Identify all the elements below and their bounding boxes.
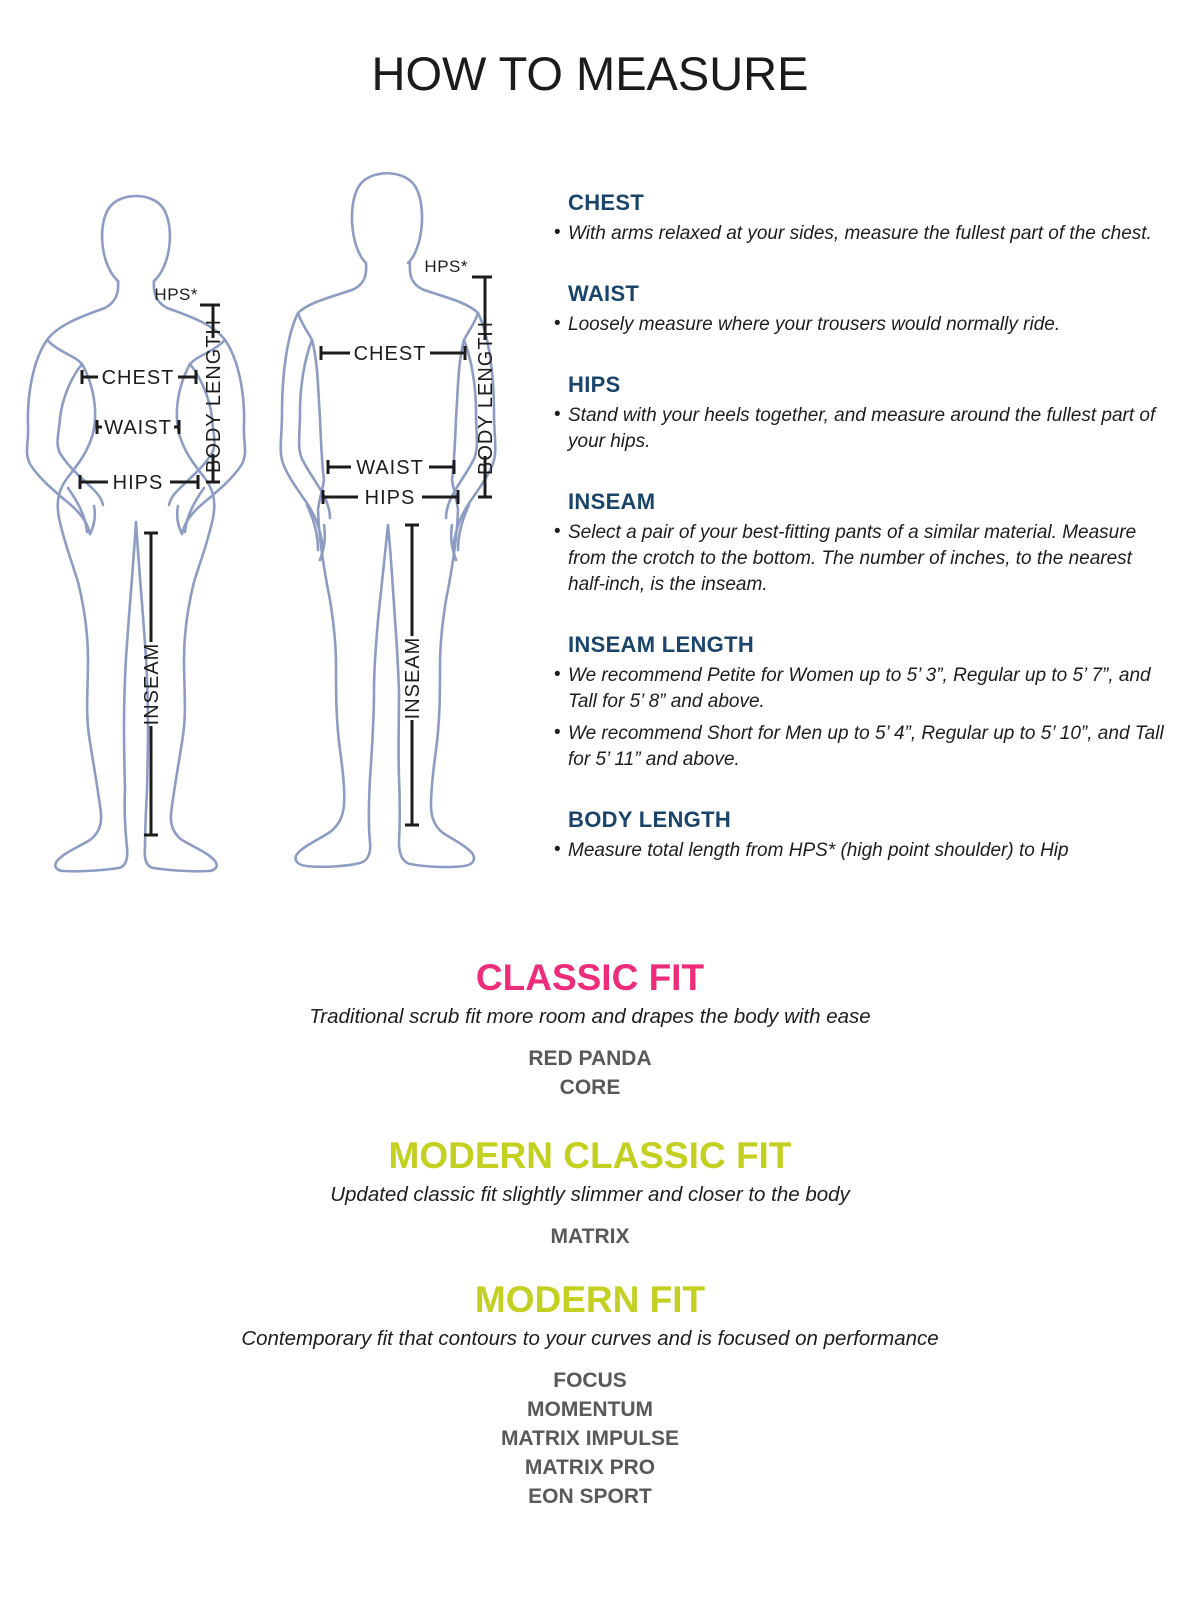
female-right-hand-lines xyxy=(177,488,204,534)
bullet-dot: • xyxy=(554,839,561,860)
modern-classic-fit-section xyxy=(0,1136,1180,1251)
section-chest-bullet-text: With arms relaxed at your sides, measure the fullest part of the chest. xyxy=(568,223,1152,244)
male-left-hand-lines xyxy=(307,505,325,560)
product-name: CORE xyxy=(559,1075,621,1099)
section-body-length-heading: BODY LENGTH xyxy=(568,807,732,832)
section-hips-bullet-text: Stand with your heels together, and measure around the fullest part of your hips. xyxy=(568,405,1156,452)
modern-fit-section xyxy=(0,1280,1180,1511)
section-inseam xyxy=(553,489,1171,598)
female-hps-label: HPS* xyxy=(154,285,198,304)
female-body-length-label: BODY LENGTH xyxy=(203,319,225,473)
section-inseam-length-heading: INSEAM LENGTH xyxy=(568,632,755,657)
female-left-hand-lines xyxy=(68,488,95,534)
section-body-length-bullet-text: Measure total length from HPS* (high point shoulder) to Hip xyxy=(568,840,1069,861)
section-waist-heading: WAIST xyxy=(568,281,640,306)
male-left-arm-outline xyxy=(281,313,323,560)
modern-fit-title: MODERN FIT xyxy=(474,1279,706,1320)
section-body-length-bullet xyxy=(553,838,1171,864)
product-name: FOCUS xyxy=(553,1368,627,1392)
section-chest xyxy=(553,190,1171,247)
product-name: MATRIX IMPULSE xyxy=(500,1426,680,1450)
section-chest-heading: CHEST xyxy=(568,190,645,215)
male-left-arm-inner-line xyxy=(299,340,330,518)
product-name: RED PANDA xyxy=(528,1046,652,1070)
section-hips-bullet xyxy=(553,403,1171,455)
section-hips-heading: HIPS xyxy=(568,372,621,397)
section-inseam-length-bullet-2 xyxy=(553,721,1171,773)
modern-fit-products xyxy=(0,1366,1180,1511)
classic-fit-description: Traditional scrub fit more room and drapes the body with ease xyxy=(309,1004,871,1028)
bullet-dot: • xyxy=(554,313,561,334)
section-waist-bullet-text: Loosely measure where your trousers would normally ride. xyxy=(568,314,1061,335)
product-name: MATRIX PRO xyxy=(524,1455,656,1479)
female-measurements xyxy=(80,285,225,835)
female-hips-label: HIPS xyxy=(112,472,164,494)
male-right-hand-lines xyxy=(451,505,469,560)
male-waist-label: WAIST xyxy=(356,457,424,479)
modern-fit-description: Contemporary fit that contours to your curves and is focused on performance xyxy=(241,1326,939,1350)
section-inseam-bullet xyxy=(553,520,1171,598)
section-inseam-length-bullet-1 xyxy=(553,663,1171,715)
bullet-dot: • xyxy=(554,722,561,743)
section-waist xyxy=(553,281,1171,338)
modern-classic-fit-title: MODERN CLASSIC FIT xyxy=(388,1135,792,1176)
male-hps-label: HPS* xyxy=(424,257,468,276)
section-inseam-length xyxy=(553,632,1171,773)
section-inseam-length-bullet-1-text: We recommend Petite for Women up to 5’ 3”, Regular up to 5’ 7”, and Tall for 5’ 8” and above. xyxy=(568,665,1151,712)
section-inseam-length-bullet-2-text: We recommend Short for Men up to 5’ 4”, Regular up to 5’ 10”, and Tall for 5’ 11” and above. xyxy=(568,723,1164,770)
bullet-dot: • xyxy=(554,664,561,685)
section-inseam-bullet-text: Select a pair of your best-fitting pants of a similar material. Measure from the crotch to the bottom. The number of inches, to the nearest half-inch, is the inseam. xyxy=(568,522,1137,595)
bullet-dot: • xyxy=(554,521,561,542)
female-chest-label: CHEST xyxy=(101,367,175,389)
section-hips xyxy=(553,372,1171,455)
classic-fit-products xyxy=(0,1044,1180,1102)
measurement-diagram xyxy=(2,150,562,895)
product-name: MOMENTUM xyxy=(527,1397,653,1421)
page-title: HOW TO MEASURE xyxy=(371,47,809,100)
product-name: MATRIX xyxy=(550,1224,630,1248)
female-head-outline xyxy=(102,196,170,281)
modern-classic-fit-products xyxy=(0,1222,1180,1251)
classic-fit-title: CLASSIC FIT xyxy=(475,957,705,998)
bullet-dot: • xyxy=(554,404,561,425)
female-inseam-label: INSEAM xyxy=(141,642,163,726)
section-chest-bullet xyxy=(553,221,1171,247)
classic-fit-section xyxy=(0,958,1180,1102)
section-body-length xyxy=(553,807,1171,864)
product-name: EON SPORT xyxy=(528,1484,652,1508)
male-hips-label: HIPS xyxy=(364,487,416,509)
female-figure xyxy=(27,196,245,871)
male-chest-label: CHEST xyxy=(353,343,427,365)
female-waist-label: WAIST xyxy=(104,417,172,439)
section-inseam-heading: INSEAM xyxy=(568,489,656,514)
male-figure xyxy=(281,173,496,867)
male-right-arm-inner-line xyxy=(446,340,477,518)
male-body-length-label: BODY LENGTH xyxy=(475,321,497,475)
male-head-outline xyxy=(352,173,422,263)
male-inseam-label: INSEAM xyxy=(402,636,424,720)
measurement-instructions xyxy=(553,190,1171,898)
bullet-dot: • xyxy=(554,222,561,243)
male-measurements xyxy=(321,257,497,825)
modern-classic-fit-description: Updated classic fit slightly slimmer and closer to the body xyxy=(330,1182,850,1206)
section-waist-bullet xyxy=(553,312,1171,338)
